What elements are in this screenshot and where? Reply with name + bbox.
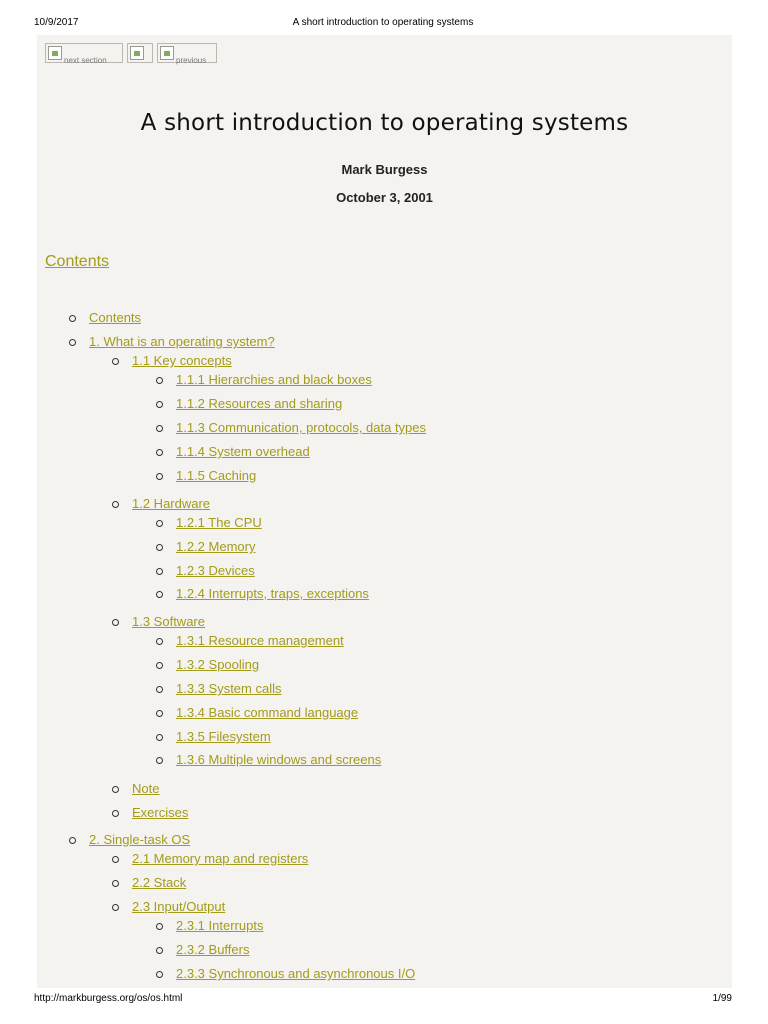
list-bullet xyxy=(112,880,119,887)
toc-link[interactable]: 2.3.3 Synchronous and asynchronous I/O xyxy=(176,966,416,981)
list-bullet xyxy=(112,619,119,626)
toc-link[interactable]: 2.2 Stack xyxy=(132,875,187,890)
up-nav-image[interactable] xyxy=(127,43,153,63)
print-title: A short introduction to operating systems xyxy=(292,17,474,28)
broken-image-icon xyxy=(130,46,144,60)
list-bullet xyxy=(69,315,76,322)
list-bullet xyxy=(112,856,119,863)
toc-link[interactable]: 1.1.5 Caching xyxy=(176,468,257,483)
list-bullet xyxy=(156,686,163,693)
print-date: 10/9/2017 xyxy=(34,17,79,28)
toc-link[interactable]: 2.3.1 Interrupts xyxy=(176,918,264,933)
list-bullet xyxy=(69,339,76,346)
toc-link[interactable]: Note xyxy=(132,781,160,796)
print-header xyxy=(34,16,732,30)
list-bullet xyxy=(156,734,163,741)
next-nav-image[interactable] xyxy=(45,43,123,63)
list-bullet xyxy=(156,710,163,717)
list-bullet xyxy=(156,591,163,598)
toc-link[interactable]: 1.1.2 Resources and sharing xyxy=(176,396,343,411)
toc-link[interactable]: 2.3.2 Buffers xyxy=(176,942,250,957)
toc-link[interactable]: 2. Single-task OS xyxy=(89,832,191,847)
toc-link[interactable]: 1.2 Hardware xyxy=(132,496,211,511)
print-page-number: 1/99 xyxy=(712,993,732,1004)
list-bullet xyxy=(156,449,163,456)
toc-link[interactable]: 1.3.2 Spooling xyxy=(176,657,260,672)
toc-link[interactable]: 1.3.5 Filesystem xyxy=(176,729,271,744)
toc-link[interactable]: 1.3.4 Basic command language xyxy=(176,705,359,720)
toc-link[interactable]: 1.1 Key concepts xyxy=(132,353,232,368)
list-bullet xyxy=(156,425,163,432)
broken-image-icon xyxy=(48,46,62,60)
broken-image-icon xyxy=(160,46,174,60)
list-bullet xyxy=(69,837,76,844)
toc-link[interactable]: 1.2.2 Memory xyxy=(176,539,256,554)
toc-link[interactable]: 1.2.3 Devices xyxy=(176,563,255,578)
list-bullet xyxy=(156,377,163,384)
contents-heading-link[interactable]: Contents xyxy=(45,253,110,270)
toc-link[interactable]: 1.3.6 Multiple windows and screens xyxy=(176,752,382,767)
list-bullet xyxy=(156,638,163,645)
list-bullet xyxy=(156,662,163,669)
list-bullet xyxy=(112,501,119,508)
toc-link[interactable]: 2.3 Input/Output xyxy=(132,899,226,914)
list-bullet xyxy=(112,358,119,365)
toc-link[interactable]: 1.3.1 Resource management xyxy=(176,633,344,648)
list-bullet xyxy=(156,568,163,575)
toc-link[interactable]: 1.1.4 System overhead xyxy=(176,444,310,459)
previous-nav-image[interactable] xyxy=(157,43,217,63)
toc-link[interactable]: Contents xyxy=(89,310,142,325)
list-bullet xyxy=(156,401,163,408)
toc-link[interactable]: 1.2.4 Interrupts, traps, exceptions xyxy=(176,586,369,601)
list-bullet xyxy=(112,786,119,793)
list-bullet xyxy=(156,947,163,954)
list-bullet xyxy=(112,904,119,911)
toc-link[interactable]: 1. What is an operating system? xyxy=(89,334,275,349)
print-footer xyxy=(34,992,732,1006)
list-bullet xyxy=(112,810,119,817)
toc-link[interactable]: Exercises xyxy=(132,805,189,820)
nav-alt-text: previous xyxy=(176,56,207,65)
list-bullet xyxy=(156,971,163,978)
document-title: A short introduction to operating systems xyxy=(140,110,629,136)
print-url: http://markburgess.org/os/os.html xyxy=(34,993,183,1004)
list-bullet xyxy=(156,544,163,551)
document-author: Mark Burgess xyxy=(341,162,428,177)
toc-link[interactable]: 2.1 Memory map and registers xyxy=(132,851,309,866)
toc-link[interactable]: 1.3.3 System calls xyxy=(176,681,282,696)
toc-link[interactable]: 1.1.1 Hierarchies and black boxes xyxy=(176,372,372,387)
list-bullet xyxy=(156,520,163,527)
toc-link[interactable]: 1.1.3 Communication, protocols, data types xyxy=(176,420,427,435)
nav-alt-text: next section xyxy=(64,56,107,65)
document-page xyxy=(37,35,732,988)
list-bullet xyxy=(156,473,163,480)
list-bullet xyxy=(156,757,163,764)
toc-link[interactable]: 1.2.1 The CPU xyxy=(176,515,262,530)
toc-link[interactable]: 1.3 Software xyxy=(132,614,205,629)
list-bullet xyxy=(156,923,163,930)
document-date: October 3, 2001 xyxy=(336,190,433,205)
